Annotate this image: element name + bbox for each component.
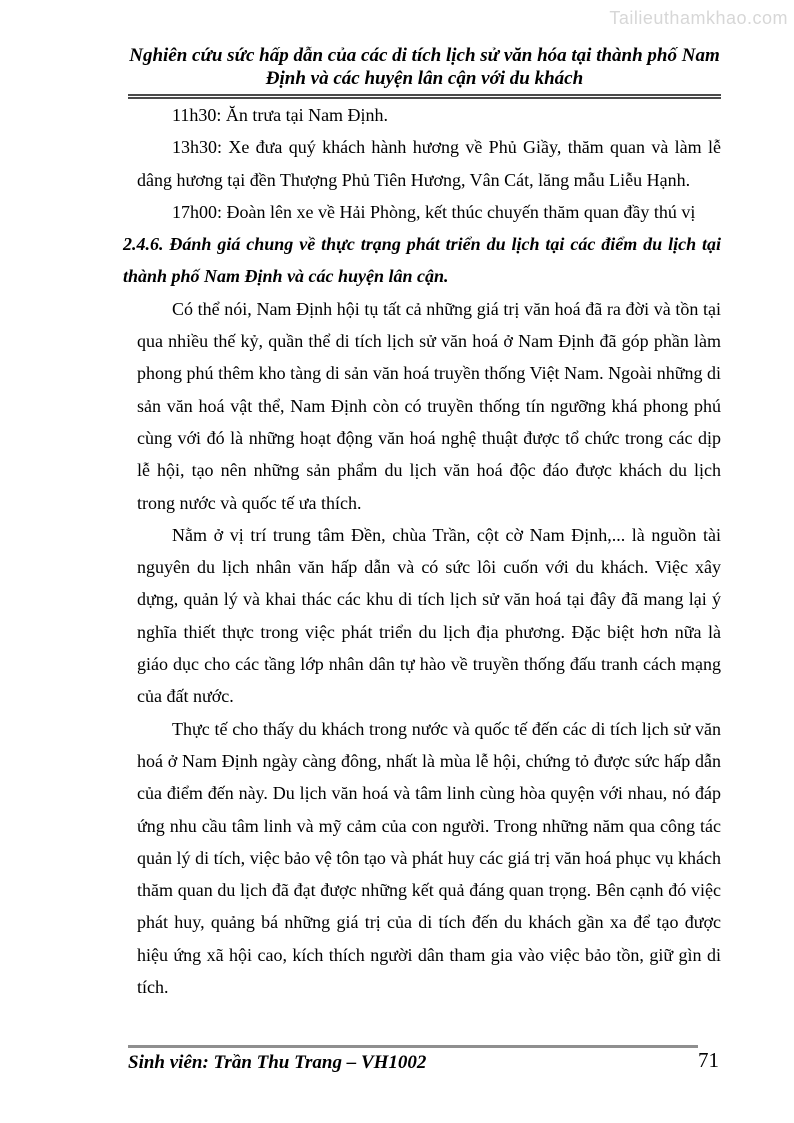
running-header-title: Nghiên cứu sức hấp dẫn của các di tích lịch sử văn hóa tại thành phố Nam Định và các huyện lân cận với du khách	[129, 45, 720, 89]
footer-rule	[128, 1045, 698, 1048]
running-header	[128, 44, 721, 99]
schedule-item-1700: 17h00: Đoàn lên xe về Hải Phòng, kết thúc chuyến thăm quan đầy thú vị	[172, 201, 696, 222]
page-number: 71	[698, 1048, 719, 1072]
paragraph-2: Nằm ở vị trí trung tâm Đền, chùa Trần, cột cờ Nam Định,... là nguồn tài nguyên du lịch nhân văn hấp dẫn và có sức lôi cuốn với du khách. Việc xây dựng, quản lý và khai thác các khu di tích lịch sử văn hoá tại đây đã mang lại ý nghĩa thiết thực trong việc phát triển du lịch địa phương. Đặc biệt hơn nữa là giáo dục cho các tầng lớp nhân dân tự hào về truyền thống đấu tranh cách mạng của đất nước.	[137, 524, 721, 707]
paragraph-1: Có thể nói, Nam Định hội tụ tất cả những giá trị văn hoá đã ra đời và tồn tại qua nhiều thế kỷ, quần thể di tích lịch sử văn hoá ở Nam Định đã góp phần làm phong phú thêm kho tàng di sản văn hoá truyền thống Việt Nam. Ngoài những di sản văn hoá vật thể, Nam Định còn có truyền thống tín ngưỡng khá phong phú cùng với đó là những hoạt động văn hoá nghệ thuật được tổ chức trong các dịp lễ hội, tạo nên những sản phẩm du lịch văn hoá độc đáo được khách du lịch trong nước và quốc tế ưa thích.	[137, 298, 721, 513]
schedule-item-1130: 11h30: Ăn trưa tại Nam Định.	[172, 105, 389, 125]
document-body	[123, 99, 721, 1003]
paragraph-3: Thực tế cho thấy du khách trong nước và quốc tế đến các di tích lịch sử văn hoá ở Nam Định ngày càng đông, nhất là mùa lễ hội, chứng tỏ được sức hấp dẫn của điểm đến này. Du lịch văn hoá và tâm linh cùng hòa quyện với nhau, nó đáp ứng nhu cầu tâm linh và mỹ cảm của con người. Trong những năm qua công tác quản lý di tích, việc bảo vệ tôn tạo và phát huy các giá trị văn hoá phục vụ khách thăm quan du lịch đã đạt được những kết quả đáng quan trọng. Bên cạnh đó việc phát huy, quảng bá những giá trị của di tích đến du khách gần xa để tạo được hiệu ứng xã hội cao, kích thích người dân tham gia vào việc bảo tồn, giữ gìn di tích.	[137, 718, 721, 998]
footer-author-line: Sinh viên: Trần Thu Trang – VH1002	[128, 1052, 427, 1073]
section-heading-246: 2.4.6. Đánh giá chung về thực trạng phát triển du lịch tại các điểm du lịch tại thành phố Nam Định và các huyện lân cận.	[123, 234, 721, 287]
schedule-item-1330: 13h30: Xe đưa quý khách hành hương về Phủ Giầy, thăm quan và làm lễ dâng hương tại đền Thượng Phủ Tiên Hương, Vân Cát, lăng mẫu Liễu Hạnh.	[137, 137, 721, 190]
site-watermark: Tailieuthamkhao.com	[609, 8, 788, 28]
